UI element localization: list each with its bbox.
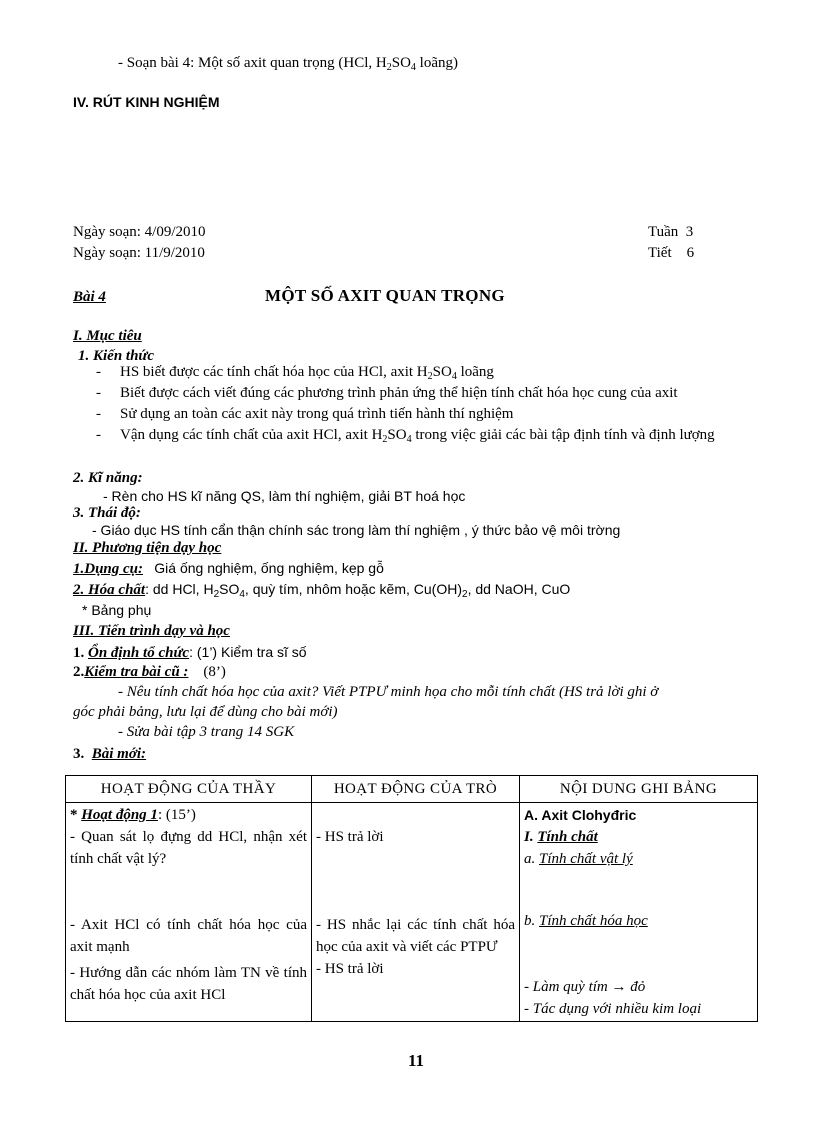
teacher-cell: [66, 803, 312, 1022]
check-question-1: - Nêu tính chất hóa học của axit? Viết PTPƯ minh họa cho mỗi tính chất (HS trả lời ghi ở: [118, 684, 659, 700]
board-subsection: I. Tính chất: [524, 829, 598, 845]
teacher-step: - Quan sát lọ đựng dd HCl, nhận xét tính chất vật lý?: [70, 829, 307, 867]
knowledge-item: - Vận dụng các tính chất của axit HCl, axit $H_2SO_4$ trong việc giải các bài tập định tính và định lượng: [96, 425, 760, 446]
board-point: - Làm quỳ tím → đỏ: [524, 979, 646, 995]
step-1: 1. Ổn định tổ chức: (1’) Kiểm tra sĩ số: [73, 644, 307, 661]
header-board: NỘI DUNG GHI BẢNG: [520, 776, 758, 803]
period-info: Tiết 6: [648, 245, 695, 261]
board-cell: [520, 803, 758, 1022]
tools-line: 1.Dụng cụ: Giá ống nghiệm, ống nghiệm, kẹp gỗ: [73, 560, 384, 577]
knowledge-heading: 1. Kiến thức: [78, 348, 155, 364]
skills-heading: 2. Kĩ năng:: [73, 470, 143, 486]
check-question-2: - Sửa bài tập 3 trang 14 SGK: [118, 724, 295, 740]
knowledge-item: - Sử dụng an toàn các axit này trong quá trình tiến hành thí nghiệm: [96, 404, 776, 425]
board-physical: a. Tính chất vật lý: [524, 851, 633, 867]
activities-table: [65, 775, 758, 1022]
student-step: - HS nhắc lại các tính chất hóa học của axit và viết các PTPƯ: [316, 917, 515, 955]
objectives-heading: I. Mục tiêu: [73, 328, 142, 344]
step-2: 2.Kiểm tra bài cũ : (8’): [73, 664, 226, 680]
board-point: - Tác dụng với nhiều kim loại: [524, 1001, 702, 1017]
header-teacher: HOẠT ĐỘNG CỦA THẦY: [66, 776, 312, 803]
table-header-row: [66, 776, 758, 803]
student-step: - HS trả lời: [316, 829, 384, 845]
materials-heading: II. Phương tiện dạy học: [73, 540, 222, 556]
lesson-number: Bài 4: [73, 289, 106, 305]
date-prepared-2: Ngày soạn: 11/9/2010: [73, 245, 205, 261]
date-prepared-1: Ngày soạn: 4/09/2010: [73, 224, 206, 240]
teacher-step: - Axit HCl có tính chất hóa học của axit mạnh: [70, 917, 307, 955]
teacher-step: - Hướng dẫn các nhóm làm TN về tính chất hóa học của axit HCl: [70, 965, 307, 1003]
attitude-heading: 3. Thái độ:: [73, 505, 141, 521]
activity-heading: * Hoạt động 1: (15’): [70, 807, 196, 823]
table-row: [66, 803, 758, 1022]
step-3: 3. Bài mới:: [73, 746, 147, 762]
process-heading: III. Tiến trình dạy và học: [73, 623, 230, 639]
check-question-1-cont: góc phải bảng, lưu lại để dùng cho bài mới): [73, 704, 338, 720]
knowledge-list: [96, 362, 776, 446]
lesson-title: MỘT SỐ AXIT QUAN TRỌNG: [265, 286, 505, 305]
header-student: HOẠT ĐỘNG CỦA TRÒ: [312, 776, 520, 803]
page-number: 11: [408, 1051, 425, 1070]
student-cell: [312, 803, 520, 1022]
attitude-text: - Giáo dục HS tính cẩn thận chính sác trong làm thí nghiệm , ý thức bảo vệ môi trờng: [92, 522, 621, 538]
board-section: A. Axit Clohyđric: [524, 807, 637, 823]
chemicals-line: 2. Hóa chất: dd HCl, $H_2SO_4$, quỳ tím, nhôm hoặc kẽm, $Cu(OH)_2$, dd NaOH, CuO: [73, 581, 571, 600]
knowledge-item: - Biết được cách viết đúng các phương trình phản ứng thể hiện tính chất hóa học cung của axit: [96, 383, 776, 404]
homework-line: - Soạn bài 4: Một số axit quan trọng (HCl, $H_2SO_4$ loãng): [118, 55, 458, 73]
student-step: - HS trả lời: [316, 961, 384, 977]
knowledge-item: - HS biết được các tính chất hóa học của HCl, axit $H_2SO_4$ loãng: [96, 362, 776, 383]
board-chemical: b. Tính chất hóa học: [524, 913, 648, 929]
section-rut-kinh-nghiem: IV. RÚT KINH NGHIỆM: [73, 94, 220, 110]
skills-text: - Rèn cho HS kĩ năng QS, làm thí nghiệm, giải BT hoá học: [103, 488, 466, 504]
week-info: Tuần 3: [648, 224, 694, 240]
board-item: * Bảng phụ: [82, 602, 152, 618]
